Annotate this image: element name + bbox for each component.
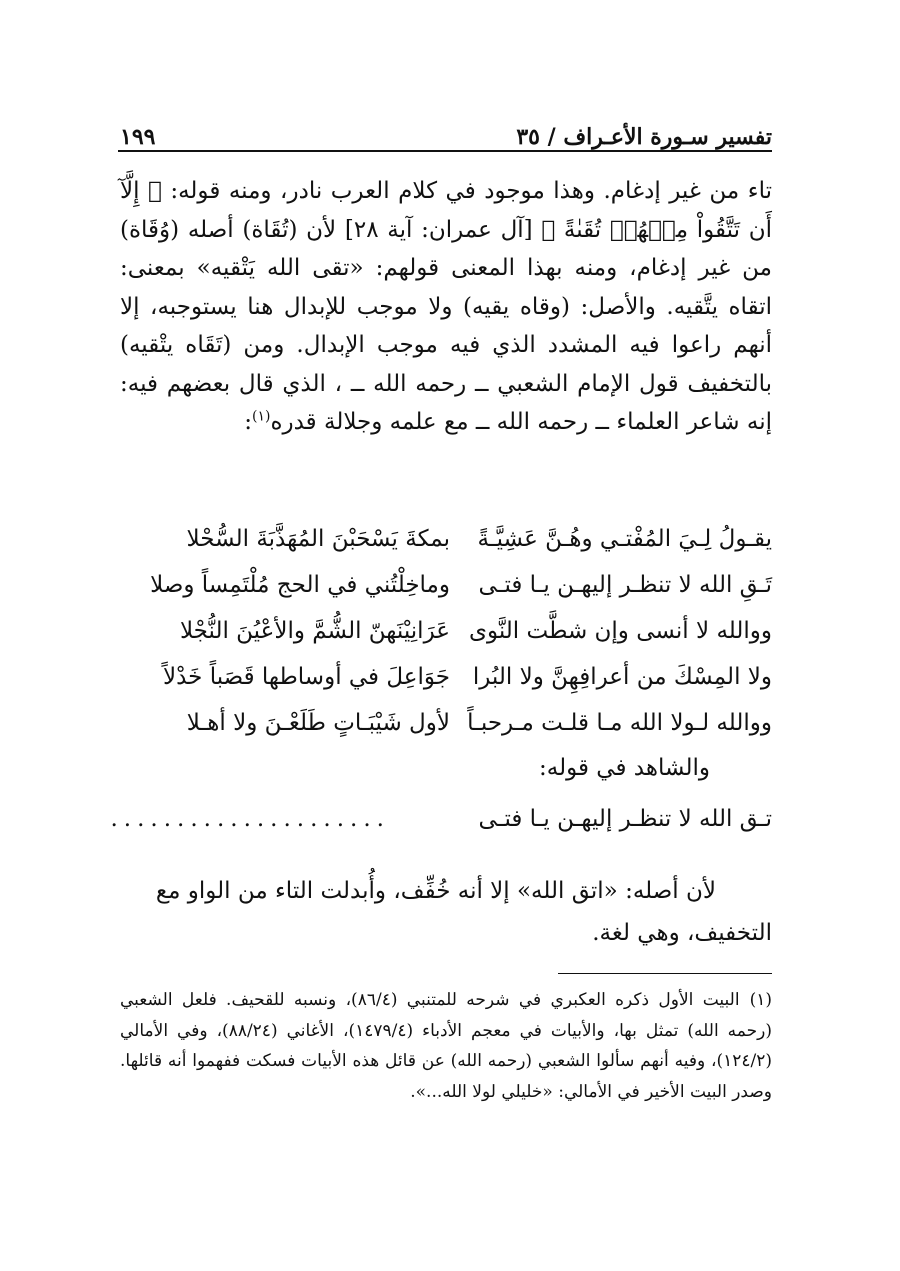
verse-first-hemistich: ووالله لا أنسى وإن شطَّت النَّوى (468, 618, 772, 644)
verse-first-hemistich: تَـقِ الله لا تنظـر إليهـن يـا فتـى (478, 572, 772, 598)
running-title: تفسير سـورة الأعـراف / ٣٥ (516, 124, 772, 150)
poem-verse (120, 562, 772, 608)
paragraph-text: تاء من غير إدغام. وهذا موجود في كلام العرب نادر، ومنه قوله: ﴿ إِلَّآ أَن تَتَّقُواْ مِنۡهُمۡ تُقَىٰةً ﴾ [آل عمران: آية ٢٨] لأن (تُقَاة) أصله (وُقَاة) من غير إدغام، ومنه بهذا المعنى قولهم: «تقى الله يَتْقيه» بمعنى: اتقاه يتَّقيه. والأصل: (وقاه يقيه) ولا موجب للإبدال هنا يستوجبه، إلا أنهم راعوا فيه المشدد الذي فيه موجب الإبدال. ومن (تَقَاه يتْقيه) بالتخفيف قول الإمام الشعبي ــ رحمه الله ــ ، الذي قال بعضهم فيه: إنه شاعر العلماء ــ رحمه الله ــ مع علمه وجلالة قدره (120, 178, 772, 435)
page-header (120, 110, 772, 150)
paragraph-end: : (244, 409, 252, 435)
verse-second-hemistich: لأول شَيْبَـاتٍ طَلَعْـنَ ولا أهـلا (186, 710, 450, 736)
footnote (120, 985, 772, 1107)
header-rule (118, 150, 772, 152)
poem (120, 516, 772, 746)
footnote-number: (١) (749, 990, 773, 1010)
footnote-text: البيت الأول ذكره العكبري في شرحه للمتنبي (٨٦/٤)، ونسبه للقحيف. فلعل الشعبي (رحمه الله) تمثل بها، والأبيات في معجم الأدباء (١٤٧٩/٤)، الأغاني (٨٨/٢٤)، وفي الأمالي (١٢٤/٢)، وفيه أنهم سألوا الشعبي (رحمه الله) عن قائل هذه الأبيات فسكت ففهموا أنه قائلها. وصدر البيت الأخير في الأمالي: «خليلي لولا الله...». (120, 990, 772, 1102)
main-paragraph (120, 172, 772, 442)
witness-verse: تـق الله لا تنظـر إليهـن يـا فتـى (478, 806, 772, 832)
verse-second-hemistich: جَوَاعِلَ في أوساطها قَصَباً خَدْلاً (162, 664, 450, 690)
verse-first-hemistich: ولا المِسْكَ من أعرافِهِنَّ ولا البُرا (472, 664, 772, 690)
poem-verse (120, 608, 772, 654)
witness-label: والشاهد في قوله: (539, 755, 710, 781)
witness-verse-line (110, 806, 772, 832)
footnote-reference: (١) (251, 408, 271, 425)
footnote-rule (558, 973, 772, 974)
witness-ellipsis: ..................... (110, 806, 390, 832)
verse-first-hemistich: ووالله لـولا الله مـا قلـت مـرحبـاً (467, 710, 772, 736)
verse-second-hemistich: وماخِلْتُني في الحج مُلْتَمِساً وصلا (150, 572, 450, 598)
poem-verse (120, 516, 772, 562)
closing-paragraph: لأن أصله: «اتق الله» إلا أنه خُفِّف، وأُبدلت التاء من الواو مع التخفيف، وهي لغة. (155, 878, 772, 946)
verse-second-hemistich: عَرَانِيْنَهنّ الشُّمَّ والأعْيُنَ النُّجْلا (179, 618, 450, 644)
poem-verse (120, 654, 772, 700)
page-number: ١٩٩ (120, 124, 156, 150)
poem-verse (120, 700, 772, 746)
verse-second-hemistich: بمكةَ يَسْحَبْنَ المُهَذَّبَةَ السُّحْلا (186, 526, 450, 552)
verse-first-hemistich: يقـولُ لِـيَ المُفْتـي وهُـنَّ عَشِيَّـةً (477, 526, 772, 552)
